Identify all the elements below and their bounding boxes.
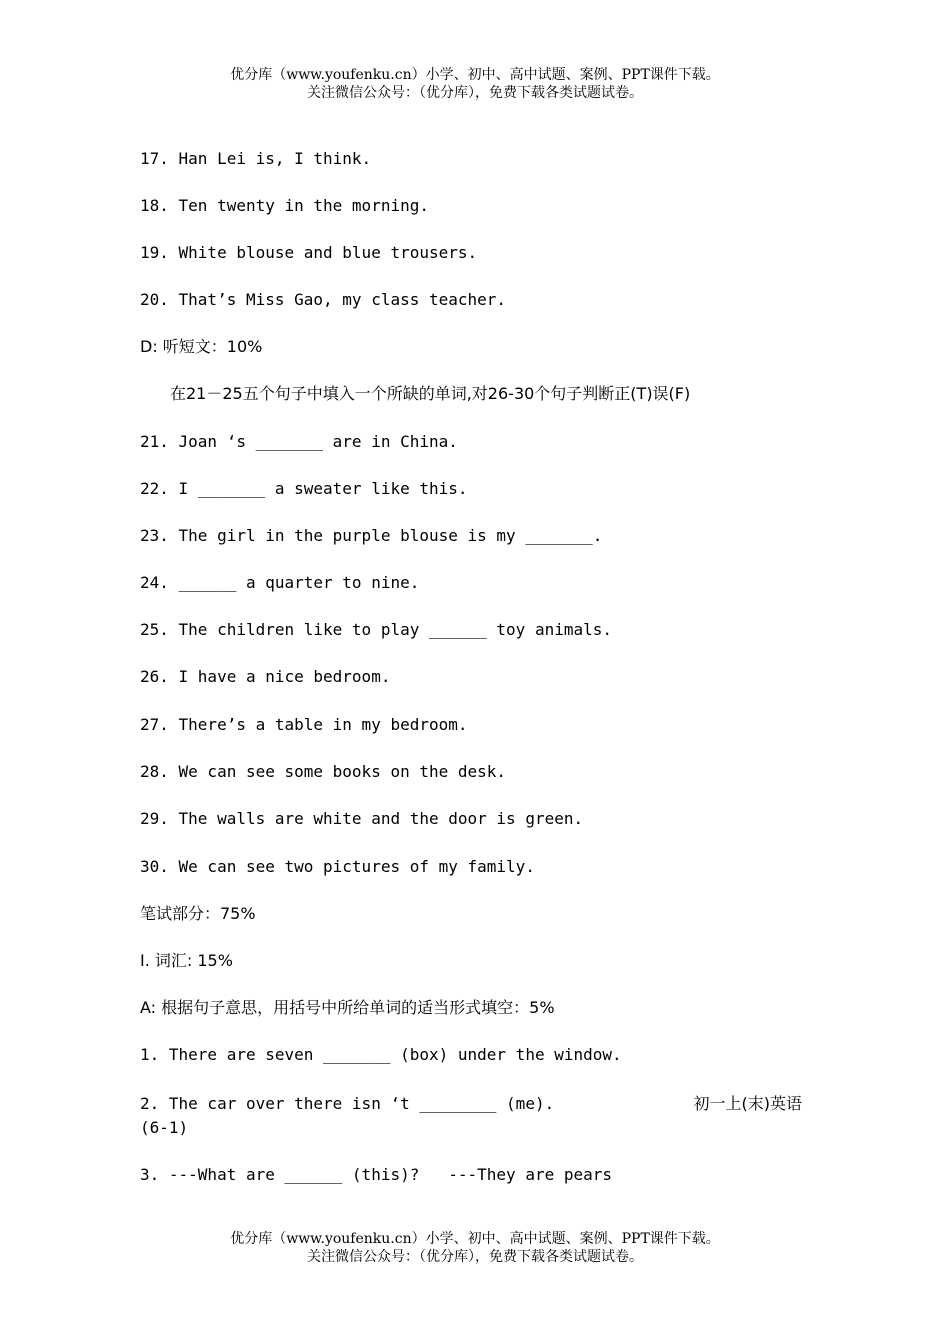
written-question-2 (140, 1092, 802, 1140)
footer-line-1: 优分库（www.youfenku.cn）小学、初中、高中试题、案例、PPT课件下载。 (230, 1231, 720, 1247)
page-footer (0, 1230, 950, 1266)
header-line-2: 关注微信公众号：（优分库），免费下载各类试题试卷。 (307, 85, 643, 101)
question-20: 20. That’s Miss Gao, my class teacher. (140, 290, 507, 309)
section-d-heading: D: 听短文：10% (140, 337, 263, 356)
section-d-instruction: 在21－25五个句子中填入一个所缺的单词,对26-30个句子判断正(T)误(F) (170, 384, 691, 403)
question-18: 18. Ten twenty in the morning. (140, 196, 429, 215)
written-question-1: 1. There are seven _______ (box) under the window. (140, 1045, 622, 1064)
written-part-heading: 笔试部分：75% (140, 904, 256, 923)
question-26: 26. I have a nice bedroom. (140, 667, 391, 686)
question-19: 19. White blouse and blue trousers. (140, 243, 478, 262)
section-a-instruction: A: 根据句子意思，用括号中所给单词的适当形式填空：5% (140, 998, 555, 1017)
vocabulary-heading: I. 词汇: 15% (140, 951, 233, 970)
question-30: 30. We can see two pictures of my family. (140, 857, 535, 876)
question-23: 23. The girl in the purple blouse is my _______. (140, 526, 603, 545)
question-24: 24. ______ a quarter to nine. (140, 573, 420, 592)
written-question-3: 3. ---What are ______ (this)? ---They are pears (140, 1165, 613, 1184)
question-28: 28. We can see some books on the desk. (140, 762, 507, 781)
page-note: 初一上(末)英语 (693, 1094, 802, 1113)
header-line-1: 优分库（www.youfenku.cn）小学、初中、高中试题、案例、PPT课件下载。 (230, 67, 720, 83)
question-21: 21. Joan ‘s _______ are in China. (140, 432, 458, 451)
question-29: 29. The walls are white and the door is green. (140, 809, 584, 828)
question-22: 22. I _______ a sweater like this. (140, 479, 468, 498)
page-number: (6-1) (140, 1118, 189, 1137)
written-question-2-text: 2. The car over there isn ‘t ________ (me). (140, 1094, 555, 1113)
page-header (0, 66, 950, 102)
question-17: 17. Han Lei is, I think. (140, 149, 372, 168)
question-27: 27. There’s a table in my bedroom. (140, 715, 468, 734)
question-25: 25. The children like to play ______ toy animals. (140, 620, 613, 639)
footer-line-2: 关注微信公众号：（优分库），免费下载各类试题试卷。 (307, 1249, 643, 1265)
